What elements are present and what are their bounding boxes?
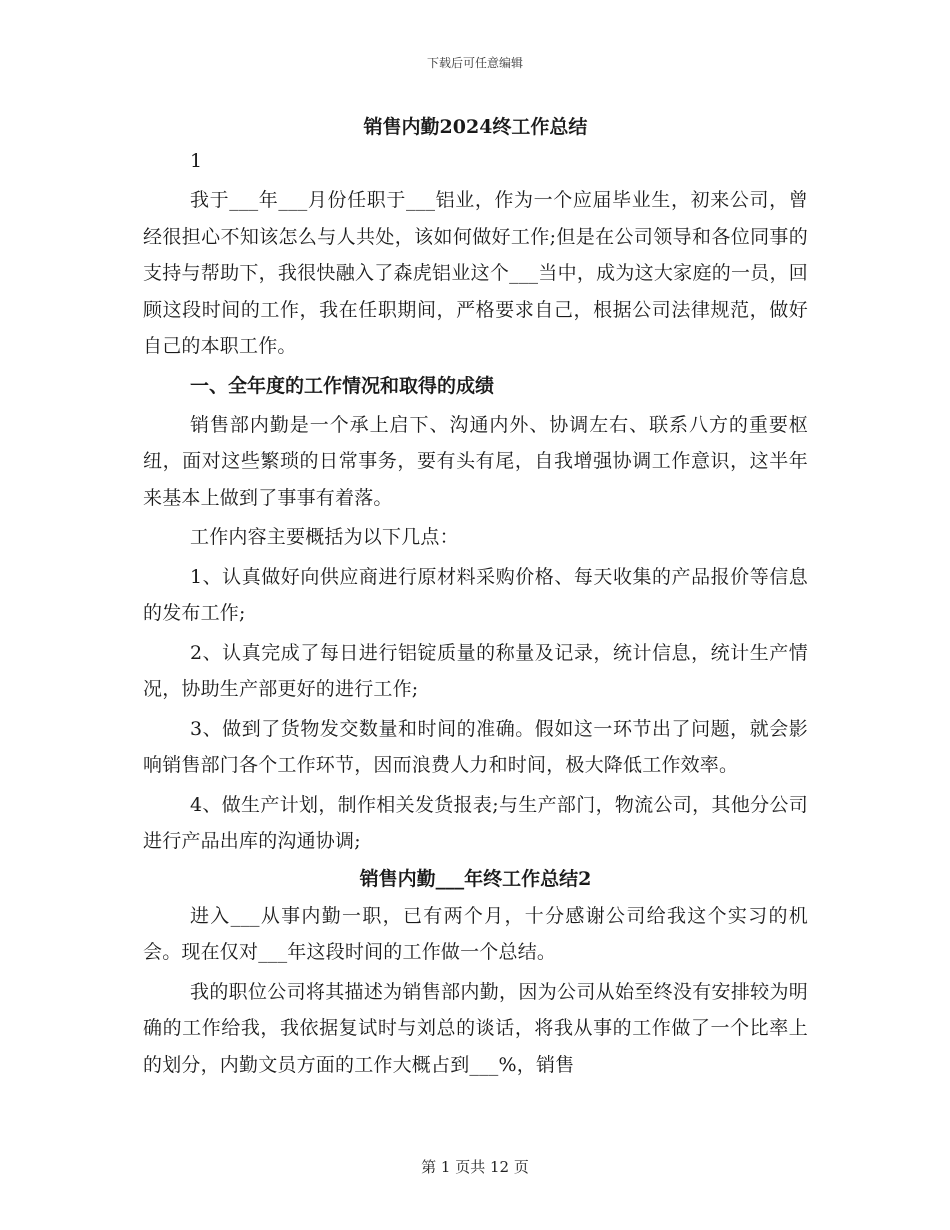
document-title: 销售内勤2024终工作总结 <box>363 116 588 138</box>
section-heading: 一、全年度的工作情况和取得的成绩 <box>190 374 495 397</box>
paragraph: 工作内容主要概括为以下几点： <box>190 526 459 548</box>
paragraph: 销售部内勤是一个承上启下、沟通内外、协调左右、联系八方的重要枢纽，面对这些繁琐的日常事务，要有头有尾，自我增强协调工作意识，这半年来基本上做到了事事有着落。 <box>143 413 808 509</box>
paragraph: 我于___年___月份任职于___铝业，作为一个应届毕业生，初来公司，曾经很担心不知该怎么与人共处，该如何做好工作;但是在公司领导和各位同事的支持与帮助下，我很快融入了森虎铝业这个___当中，成为这大家庭的一员，回顾这段时间的工作，我在任职期间，严格要求自己，根据公司法律规范，做好自己的本职工作。 <box>143 189 808 357</box>
document-body <box>143 112 808 1086</box>
list-item: 3、做到了货物发交数量和时间的准确。假如这一环节出了问题，就会影响销售部门各个工作环节，因而浪费人力和时间，极大降低工作效率。 <box>143 717 808 776</box>
second-document-title: 销售内勤___年终工作总结2 <box>359 867 592 890</box>
paragraph: 进入___从事内勤一职，已有两个月，十分感谢公司给我这个实习的机会。现在仅对___年这段时间的工作做一个总结。 <box>143 904 808 963</box>
list-item: 2、认真完成了每日进行铝锭质量的称量及记录，统计信息，统计生产情况，协助生产部更好的进行工作; <box>143 641 808 700</box>
page-footer: 第 1 页共 12 页 <box>421 1158 529 1176</box>
list-item: 4、做生产计划，制作相关发货报表;与生产部门，物流公司，其他分公司进行产品出库的沟通协调; <box>143 793 808 852</box>
list-item: 1、认真做好向供应商进行原材料采购价格、每天收集的产品报价等信息的发布工作; <box>143 565 808 624</box>
paragraph: 我的职位公司将其描述为销售部内勤，因为公司从始至终没有安排较为明确的工作给我，我依据复试时与刘总的谈话，将我从事的工作做了一个比率上的划分，内勤文员方面的工作大概占到___%，销售 <box>143 980 808 1076</box>
header-note: 下载后可任意编辑 <box>426 56 523 70</box>
section-number: 1 <box>190 150 203 172</box>
